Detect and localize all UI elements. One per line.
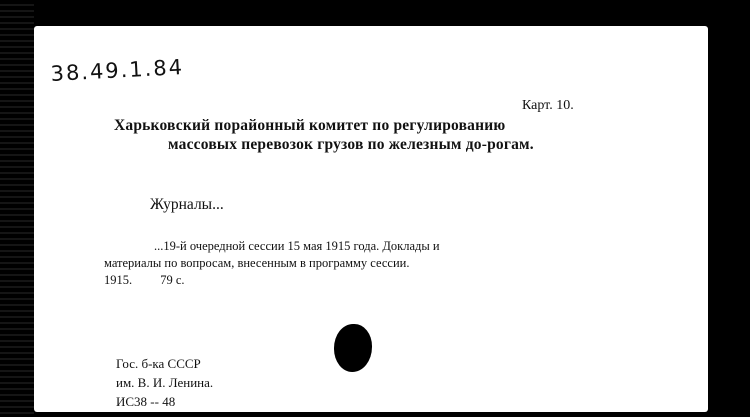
card-number: Карт. 10. [522,98,574,113]
punch-hole [334,324,372,372]
catalog-card [34,26,708,412]
library-line-3: ИС38 -- 48 [116,394,176,409]
scan-border-left [0,0,34,417]
library-stamp [116,354,213,411]
card-subheading: Журналы... [150,196,224,213]
description-line-3: 1915. 79 с. [104,273,185,287]
description-line-1: ...19-й очередной сессии 15 мая 1915 года. Доклады и [154,239,440,253]
library-line-2: им. В. И. Ленина. [116,375,214,390]
scan-border-right [708,0,750,417]
card-heading [114,116,604,154]
handwritten-code: 38.49.1.84 [50,55,185,86]
card-description [104,238,594,289]
heading-continuation: массовых перевозок грузов по железным до-рогам. [168,136,534,153]
library-line-1: Гос. б-ка СССР [116,356,201,371]
description-line-2: материалы по вопросам, внесенным в программу сессии. [104,256,410,270]
heading-line-1: Харьковский порайонный комитет по регулированию [114,117,506,134]
